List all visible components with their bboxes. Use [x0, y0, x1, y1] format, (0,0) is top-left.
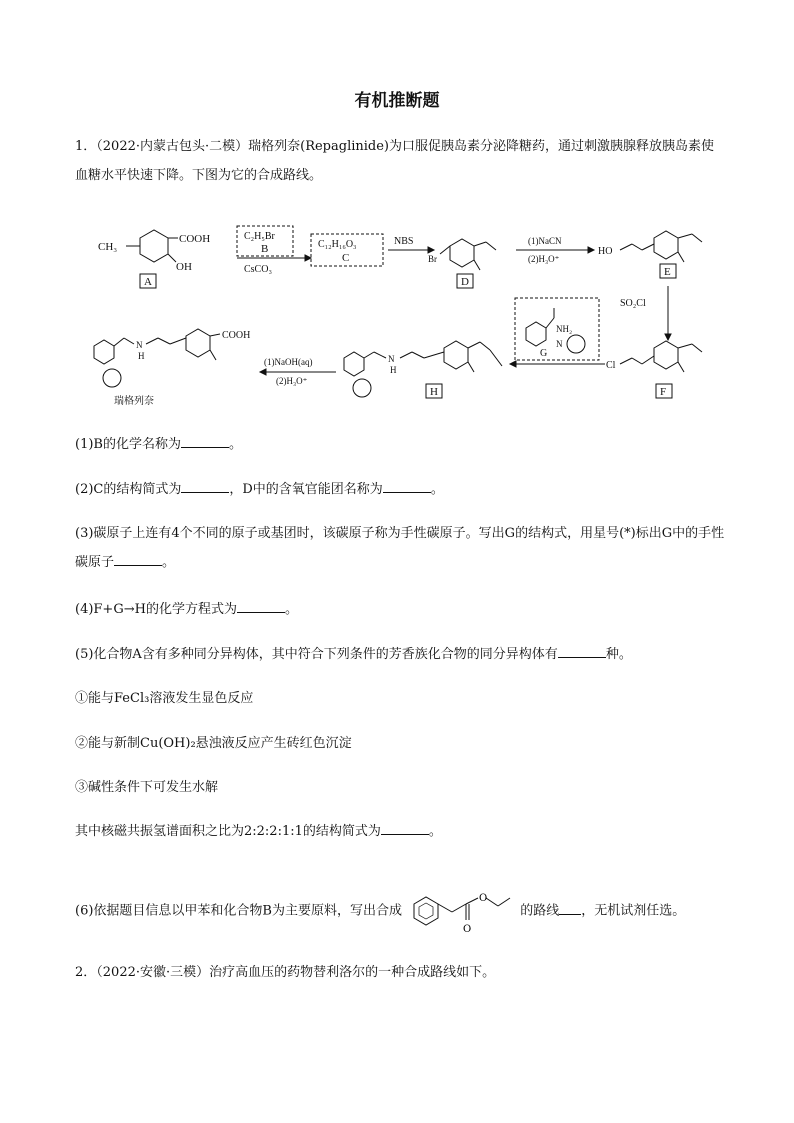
compound-d-ring [450, 239, 474, 267]
svg-text:O: O [463, 924, 472, 935]
target-ester-structure [406, 886, 516, 936]
compound-e-ring [654, 231, 678, 259]
answer-blank[interactable] [181, 480, 229, 493]
product-name: 瑞格列奈 [114, 396, 154, 407]
label-b: B [261, 243, 269, 255]
question-1-part-5 [75, 640, 725, 669]
answer-blank[interactable] [383, 480, 431, 493]
part-6-text-b: 的路线 [520, 903, 560, 919]
label-f: F [660, 386, 667, 398]
question-1-nmr: 其中核磁共振氢谱面积之比为2:2:2:1:1的结构简式为 。 [75, 824, 442, 839]
reagent-naoh: (1)NaOH(aq) [264, 357, 313, 367]
reagent-b-formula: C₂H₅Br [244, 231, 275, 242]
part-2-text-a: (2)C的结构简式为 [75, 482, 182, 497]
nmr-text: 其中核磁共振氢谱面积之比为2:2:2:1:1的结构简式为 [75, 824, 381, 839]
part-1-text: (1)B的化学名称为 [75, 437, 181, 452]
condition-2: ②能与新制Cu(OH)₂悬浊液反应产生砖红色沉淀 [75, 736, 352, 751]
answer-blank[interactable] [237, 600, 285, 613]
question-1-intro: 1．（2022·内蒙古包头·二模）瑞格列奈(Repaglinide)为口服促胰岛素分泌降糖药，通过刺激胰腺释放胰岛素使血糖水平快速下降。下图为它的合成路线。 [75, 139, 715, 183]
answer-blank[interactable] [114, 553, 162, 566]
condition-1: ①能与FeCl₃溶液发生显色反应 [75, 691, 254, 706]
label-h: H [430, 386, 438, 398]
label-d: D [461, 276, 469, 288]
question-1-part-2: (2)C的结构简式为 ，D中的含氧官能团名称为 。 [75, 482, 444, 497]
answer-blank[interactable] [559, 902, 581, 915]
answer-blank[interactable] [558, 645, 606, 658]
page-title: 有机推断题 [354, 91, 440, 111]
group-n-product: N [136, 340, 143, 350]
compound-h-ring [444, 341, 468, 369]
condition-3: ③碱性条件下可发生水解 [75, 780, 219, 795]
svg-text:O: O [479, 893, 488, 904]
part-4-text: (4)F+G→H的化学方程式为 [75, 602, 237, 617]
part-5-text-a: (5)化合物A含有多种同分异构体，其中符合下列条件的芳香族化合物的同分异构体有 [75, 647, 558, 662]
group-ch3: CH₃ [98, 241, 118, 253]
reagent-nbs: NBS [394, 236, 414, 247]
reagent-c-formula: C₁₂H₁₆O₃ [318, 239, 357, 250]
part-5-text-b: 种。 [605, 647, 632, 662]
repaglinide-ring [186, 329, 210, 357]
synthesis-scheme [80, 212, 740, 412]
reagent-h3o-2: (2)H₃O⁺ [276, 376, 308, 386]
part-3-text: (3)碳原子上连有4个不同的原子或基团时，该碳原子称为手性碳原子。写出G的结构式，用星号(*)标出G中的手性碳原子 [75, 526, 725, 570]
question-2-intro: 2．（2022·安徽·三模）治疗高血压的药物替利洛尔的一种合成路线如下。 [75, 965, 496, 980]
group-cooh: COOH [179, 233, 211, 245]
label-g: G [540, 348, 548, 359]
question-1-part-4: (4)F+G→H的化学方程式为 。 [75, 602, 298, 617]
label-a: A [144, 276, 152, 288]
group-n-g: N [556, 339, 563, 349]
part-6-text-a: (6)依据题目信息以甲苯和化合物B为主要原料，写出合成 [75, 903, 402, 919]
label-c: C [342, 252, 350, 264]
compound-f-ring [654, 341, 678, 369]
group-h-product: H [138, 351, 145, 361]
group-nh2: NH₂ [556, 324, 573, 334]
group-oh: OH [176, 261, 192, 273]
question-1-part-1: (1)B的化学名称为 。 [75, 437, 242, 452]
reagent-base: CsCO₃ [244, 264, 272, 275]
answer-blank[interactable] [381, 822, 429, 835]
question-1-part-6 [75, 886, 735, 936]
group-h-h: H [390, 365, 397, 375]
group-cooh-product: COOH [222, 330, 251, 341]
reagent-h3o: (2)H₃O⁺ [528, 254, 560, 264]
group-ho: HO [598, 246, 613, 257]
part-2-text-b: ，D中的含氧官能团名称为 [229, 482, 383, 497]
compound-a-ring [140, 230, 168, 262]
reagent-nacn: (1)NaCN [528, 236, 562, 246]
answer-blank[interactable] [181, 435, 229, 448]
reagent-socl2: SO₂Cl [620, 298, 646, 309]
group-br: Br [428, 254, 437, 264]
question-1-part-3: (3)碳原子上连有4个不同的原子或基团时，该碳原子称为手性碳原子。写出G的结构式，用星号(*)标出G中的手性碳原子 。 [75, 526, 725, 570]
group-n-h: N [388, 354, 395, 364]
group-cl: Cl [606, 360, 616, 371]
part-6-text-c: ，无机试剂任选。 [581, 903, 686, 919]
label-e: E [664, 266, 671, 278]
